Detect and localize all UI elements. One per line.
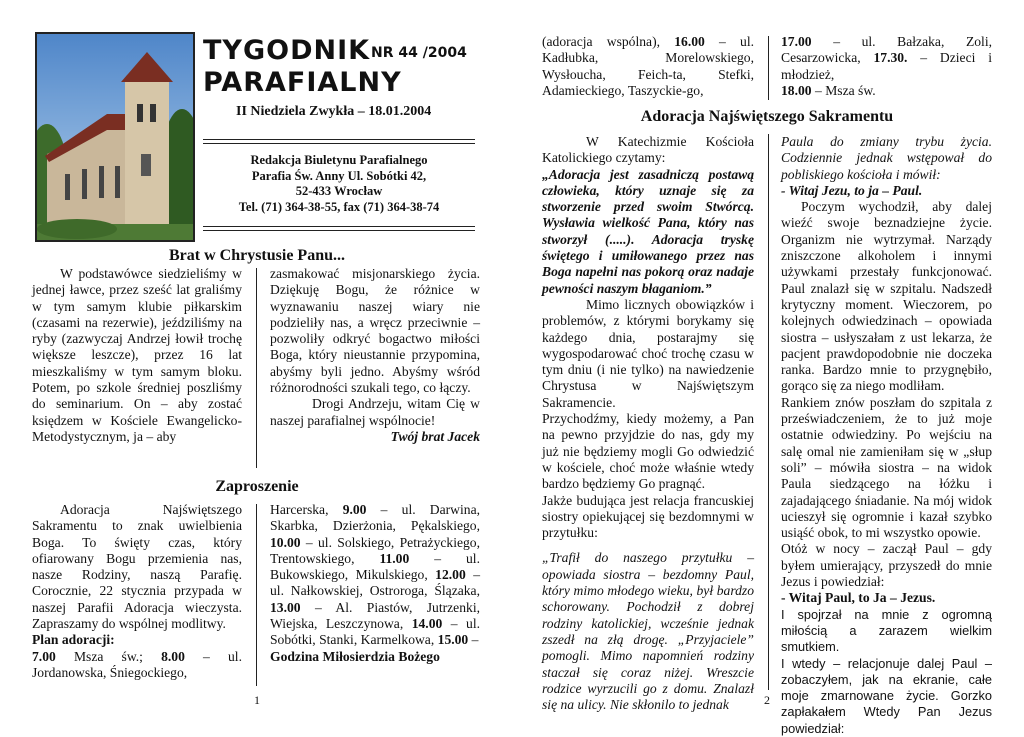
church-photo [35,32,195,242]
paragraph: W Katechizmie Kościoła Katolickiego czytamy: [542,134,754,166]
issue-number: NR 44 /2004 [371,45,467,61]
paragraph: W podstawówce siedzieliśmy w jednej ławce, przez sześć lat graliśmy w tym samym klubie piłkarskim (czasami na rezerwie), jeździliśmy na ryby (zazwyczaj Andrzej łowił trochę większe leszcze), przez 16 lat mieszkaliśmy w tym samym bloku. Potem, po szkole średniej poszliśmy do seminarium. On – aby zostać księdzem w Kościele Ewangelicko-Metodystycznym, ja – aby [32,266,242,444]
article3-col1 [542,134,754,713]
divider [203,226,475,227]
article2-col1 [32,502,242,681]
schedule-continued-left [542,34,754,99]
paragraph: Przychodźmy, kiedy możemy, a Pan na pewno przyjdzie do nas, gdy my już nie będziemy mogli Go odwiedzić w kościele, choć może właśnie wtedy bardzo będziemy Go pragnąć. [542,411,754,492]
paragraph: Paula do zmiany trybu życia. Codziennie jednak wstępował do pobliskiego kościoła i mówił: [781,134,992,182]
quote: „Trafił do naszego przytułku – opowiada siostra – bezdomny Paul, który mimo młodego wieku, był bardzo schorowany. Pochodził z dobrej rodziny katolickiej, wcześnie jednak zszedł na złą drogę. „Przyjaciele” pomogli. Mimo napomnień rodziny staczał się coraz niżej. Wreszcie rodzice wyrzucili go z domu. Znalazł się na ulicy. Nie skłonilo to jednak [542,550,754,713]
page-number: 2 [764,693,770,707]
paragraph: 17.00 – ul. Bałzaka, Zoli, Cesarzowicka, 17.30. – Dzieci i młodzież, [781,34,992,82]
column-divider [768,134,769,690]
paragraph: - Witaj Paul, to Ja – Jezus. [781,590,936,606]
paragraph: zasmakować misjonarskiego życia. Dziękuję Bogu, że różnice w wyznawaniu naszej wiary nie podzieliły nas, a wręcz przeciwnie – pozwoliły odkryć bogactwo miłości Boga, który nieustannie przypomina, abyśmy byli jedno. Abyśmy wśród różnorodności szukali tego, co łączy. [270,266,480,396]
editorial-line: Redakcja Biuletynu Parafialnego [250,153,428,167]
paragraph: Drogi Andrzeju, witam Cię w naszej parafialnej wspólnocie! [270,396,480,428]
paragraph: Adoracja Najświętszego Sakramentu to znak uwielbienia Boga. To święty czas, który ofiarowany Bogu przemienia nas, nasze Rodziny, naszą Parafię. Corocznie, 22 stycznia przypada w naszej Parafii Adoracja wieczysta. Zapraszamy do wspólnej modlitwy. [32,502,242,632]
paragraph: Otóż w nocy – zaczął Paul – gdy byłem umierający, przyszedł do mnie Jezus i powiedział: [781,541,992,590]
column-divider [768,36,769,100]
paragraph: I spojrzał na mnie z ogromną miłością a zarazem wielkim smutkiem. [781,606,992,655]
article2-col2 [270,502,480,665]
article-title: Adoracja Najświętszego Sakramentu [640,108,894,125]
quote: „Adoracja jest zasadniczą postawą człowieka, który uznaje się za stworzenie przed swoim Stwórcą. Wysławia wielkość Pana, który nas stworzył (.....). Adoracja tryskę świętego i umiłowanego przez nas Boga napełni nas pokorą oraz nadaje pewności naszym błaganiom.” [542,166,754,296]
paragraph: I wtedy – relacjonuje dalej Paul – zobaczyłem, jak na ekranie, całe moje zmarnowane życie. Gorzko zapłakałem Wtedy Pan Jezus powiedział: [781,655,992,736]
paragraph: Mimo licznych obowiązków i problemów, z którymi borykamy się każdego dnia, postarajmy się wygospodarować choć trochę czasu w tym dniu (i nie tylko) na nawiedzenie Chrystusa w Najświętszym Sakramencie. [542,296,754,410]
page-number: 1 [254,693,260,707]
column-divider [256,504,257,686]
paragraph: - Witaj Jezu, to ja – Paul. [781,182,923,198]
masthead-title-line2: PARAFIALNY [203,67,402,98]
masthead-title-line1: TYGODNIK [203,35,371,66]
plan-label: Plan adoracji: [32,632,115,648]
divider [203,139,475,140]
column-divider [256,268,257,468]
article1-col2 [270,266,480,445]
editorial-line: Tel. (71) 364-38-55, fax (71) 364-38-74 [238,199,440,214]
article-title: Brat w Chrystusie Panu... [168,247,345,264]
paragraph: Jakże budująca jest relacja francuskiej siostry opiekującej się bezdomnymi w przytułku: [542,492,754,541]
paragraph: 7.00 Msza św.; 8.00 – ul. Jordanowska, Śniegockiego, [32,648,242,680]
article3-col2 [781,134,992,737]
divider [203,230,475,231]
paragraph: Poczym wychodził, aby dalej wieźć swoje beznadziejne życie. Organizm nie wytrzymał. Narządy zniszczone alkoholem i innymi używkami przestały funkcjonować. Paul znalazł się w szpitalu. Nadszedł krytyczny moment. Wieczorem, po kolejnych odwiedzinach – opowiada siostra – usłyszałam z ust lekarza, że pacjent prawdopodobnie nie doczeka ranka. Bardzo mnie to przygnębiło, gorąco się za niego modliłam. [781,199,992,394]
divider [203,143,475,144]
signature: Twój brat Jacek [390,428,480,444]
editorial-line: Parafia Św. Anny Ul. Sobótki 42, [251,168,427,183]
article-title: Zaproszenie [215,478,299,495]
issue-date: II Niedziela Zwykła – 18.01.2004 [236,104,432,119]
church-photo-drawing [37,34,193,240]
paragraph: Rankiem znów poszłam do szpitala z przeświadczeniem, że to już moje ostatnie odwiedziny. Po wejściu na salę omal nie zamieniłam się w „słup soli” – mówiła siostra – na widok Paula siedzącego na łóżku i zajadającego śniadanie. Na mój widok ucieszył się ogromnie i kazał szybko usiąść obok, to mi wszystko opowie. [781,394,992,541]
editorial-info [203,153,475,215]
schedule-continued-right [781,34,992,99]
paragraph: Harcerska, 9.00 – ul. Darwina, Skarbka, Dzierżonia, Pękalskiego, 10.00 – ul. Solskiego, Petrażyckiego, Trentowskiego, 11.00 – ul. Bukowskiego, Mikulskiego, 12.00 – ul. Nałkowskiej, Ostroroga, Ślązaka, 13.00 – Al. Piastów, Jutrzenki, Wiejska, Leszczynowa, 14.00 – ul. Sobótki, Stanki, Karmelkowa, 15.00 – [270,502,481,648]
editorial-line: 52-433 Wrocław [295,184,383,198]
paragraph: 18.00 – Msza św. [781,82,876,98]
paragraph: Godzina Miłosierdzia Bożego [270,648,440,664]
paragraph: (adoracja wspólna), 16.00 – ul. Kadłubka, Morelowskiego, Wysłoucha, Feich-ta, Stefki, Adamieckiego, Taszyckie-go, [542,34,754,98]
article1-col1 [32,266,242,445]
